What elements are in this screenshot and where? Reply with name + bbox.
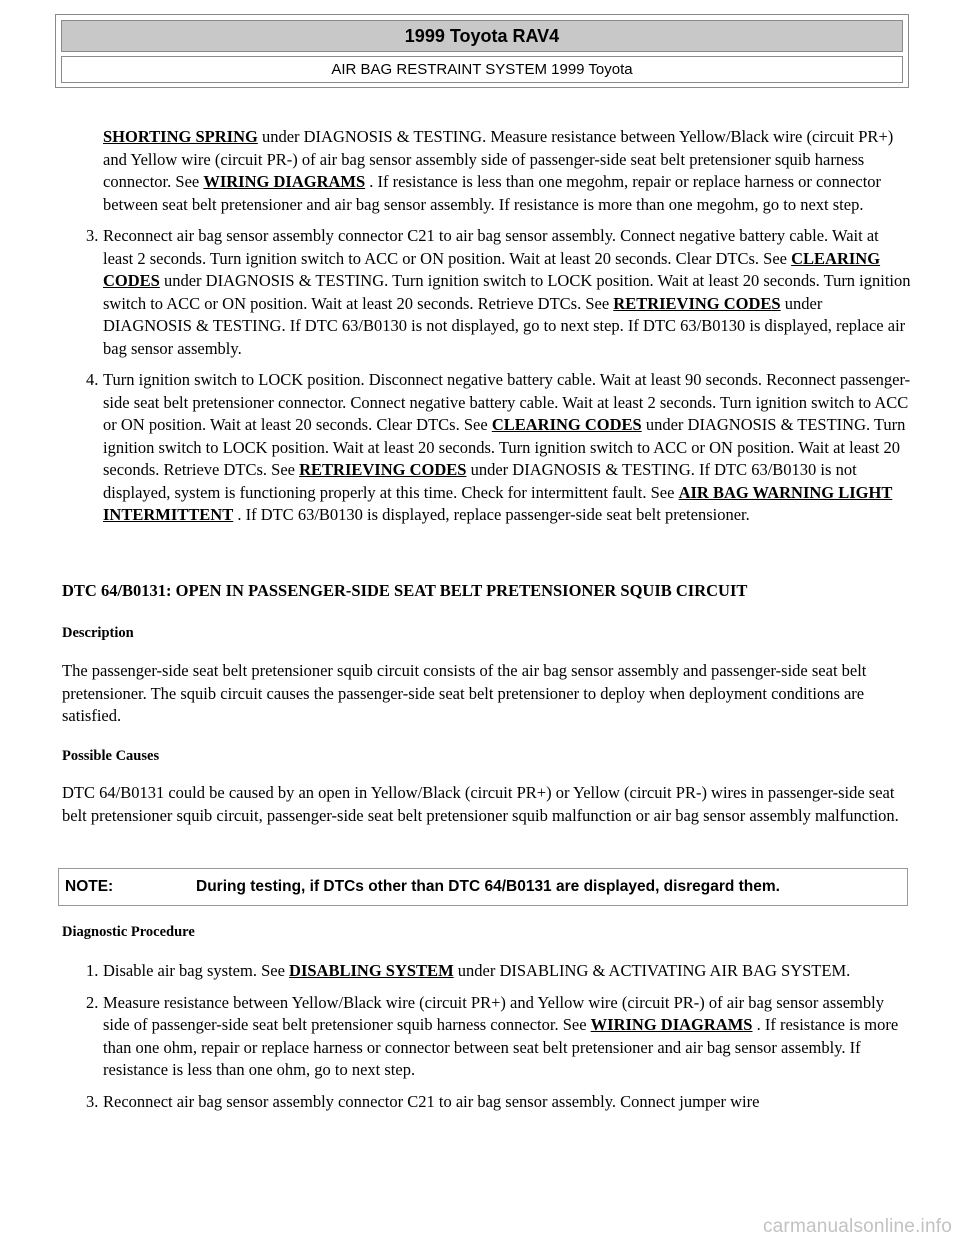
page-header <box>55 14 909 88</box>
steps-list-b <box>62 960 912 1113</box>
step-text: Measure resistance between Yellow/Black wire (circuit PR+) and Yellow wire (circuit PR-) of air bag sensor assembly side of passenger-side seat belt pretensioner squib harness connector. See <box>103 992 884 1034</box>
link-clearing-codes[interactable]: CLEARING CODES <box>103 248 881 290</box>
step-text: Turn ignition switch to LOCK position. Disconnect negative battery cable. Wait at least 90 seconds. Reconnect passenger-side seat belt pretensioner connector. Connect negative battery cable. Wait at least 2 seconds. Turn ignition switch to ACC or ON position. Wait at least 20 seconds. Clear DTCs. See <box>103 370 911 434</box>
document-subtitle: AIR BAG RESTRAINT SYSTEM 1999 Toyota <box>61 56 903 83</box>
step-text: under DIAGNOSIS & TESTING. If DTC 63/B0130 is not displayed, go to next step. If DTC 63/B0130 is displayed, replace air bag sensor assembly. <box>103 293 906 358</box>
link-shorting-spring[interactable]: SHORTING SPRING <box>103 127 258 146</box>
step-text: Disable air bag system. See <box>103 961 290 980</box>
list-item <box>62 225 912 360</box>
step-number: 2. <box>86 992 99 1012</box>
step-text: . If resistance is more than one ohm, repair or replace harness or connector between seat belt pretensioner and air bag sensor assembly. If resistance is less than one ohm, go to next step. <box>103 1015 899 1079</box>
step-number: 1. <box>86 961 99 980</box>
step-text: under DISABLING & ACTIVATING AIR BAG SYSTEM. <box>453 961 851 980</box>
step-text: . If DTC 63/B0130 is displayed, replace passenger-side seat belt pretensioner. <box>233 505 750 524</box>
step-text: Reconnect air bag sensor assembly connector C21 to air bag sensor assembly. Connect negative battery cable. Wait at least 2 seconds. Turn ignition switch to ACC or ON position. Wait at least 20 seconds. Clear DTCs. See <box>103 226 879 268</box>
step-number: 3. <box>86 226 99 245</box>
continued-text-2: . If resistance is less than one megohm, repair or replace harness or connector between seat belt pretensioner and air bag sensor assembly. If resistance is more than one megohm, go to next step. <box>103 172 882 214</box>
diagnostic-procedure-heading: Diagnostic Procedure <box>62 924 195 940</box>
possible-causes-heading: Possible Causes <box>62 748 160 764</box>
note-text: During testing, if DTCs other than DTC 64/B0131 are displayed, disregard them. <box>196 878 780 895</box>
link-retrieving-codes[interactable]: RETRIEVING CODES <box>613 293 781 313</box>
description-heading: Description <box>62 625 134 641</box>
list-item <box>62 1091 912 1114</box>
note-box <box>58 868 908 906</box>
link-disabling-system[interactable]: DISABLING SYSTEM <box>289 961 454 980</box>
link-air-bag-warning-light-intermittent[interactable]: AIR BAG WARNING LIGHT INTERMITTENT <box>103 482 893 524</box>
link-wiring-diagrams[interactable]: WIRING DIAGRAMS <box>590 1015 753 1034</box>
note-label: NOTE: <box>65 878 114 895</box>
link-clearing-codes[interactable]: CLEARING CODES <box>491 415 642 434</box>
watermark: carmanualsonline.info <box>762 1216 952 1237</box>
link-wiring-diagrams[interactable]: WIRING DIAGRAMS <box>203 172 366 191</box>
section-title: DTC 64/B0131: OPEN IN PASSENGER-SIDE SEAT BELT PRETENSIONER SQUIB CIRCUIT <box>62 581 748 600</box>
list-item <box>62 992 912 1082</box>
document-title: 1999 Toyota RAV4 <box>61 20 903 52</box>
step-text: Reconnect air bag sensor assembly connector C21 to air bag sensor assembly. Connect jumper wire <box>103 1091 760 1111</box>
list-item <box>62 369 912 527</box>
description-text: The passenger-side seat belt pretensioner squib circuit consists of the air bag sensor assembly and passenger-side seat belt pretensioner. The squib circuit causes the passenger-side seat belt pretensioner to deploy when deployment conditions are satisfied. <box>62 661 867 725</box>
steps-list-a <box>62 225 912 527</box>
possible-causes-text: DTC 64/B0131 could be caused by an open in Yellow/Black (circuit PR+) or Yellow (circuit PR-) wires in passenger-side seat belt pretensioner squib circuit, passenger-side seat belt pretensioner squib malfunction or air bag sensor assembly malfunction. <box>62 783 899 825</box>
continued-text-1: under DIAGNOSIS & TESTING. Measure resistance between Yellow/Black wire (circuit PR+) and Yellow wire (circuit PR-) of air bag sensor assembly side of passenger-side seat belt pretensioner squib harness connector. See <box>103 127 894 191</box>
list-item <box>62 960 912 983</box>
step-text: under DIAGNOSIS & TESTING. If DTC 63/B0130 is not displayed, system is functioning properly at this time. Check for intermittent fault. See <box>103 460 857 502</box>
continued-step <box>62 126 912 216</box>
link-retrieving-codes[interactable]: RETRIEVING CODES <box>299 460 467 479</box>
step-number: 3. <box>86 1091 99 1111</box>
step-text: under DIAGNOSIS & TESTING. Turn ignition switch to LOCK position. Wait at least 20 seconds. Turn ignition switch to ACC or ON position. Wait at least 20 seconds. Retrieve DTCs. See <box>103 271 911 313</box>
step-text: under DIAGNOSIS & TESTING. Turn ignition switch to LOCK position. Wait at least 20 seconds. Turn ignition switch to ACC or ON position. Wait at least 20 seconds. Retrieve DTCs. See <box>103 415 906 479</box>
step-number: 4. <box>86 370 99 389</box>
